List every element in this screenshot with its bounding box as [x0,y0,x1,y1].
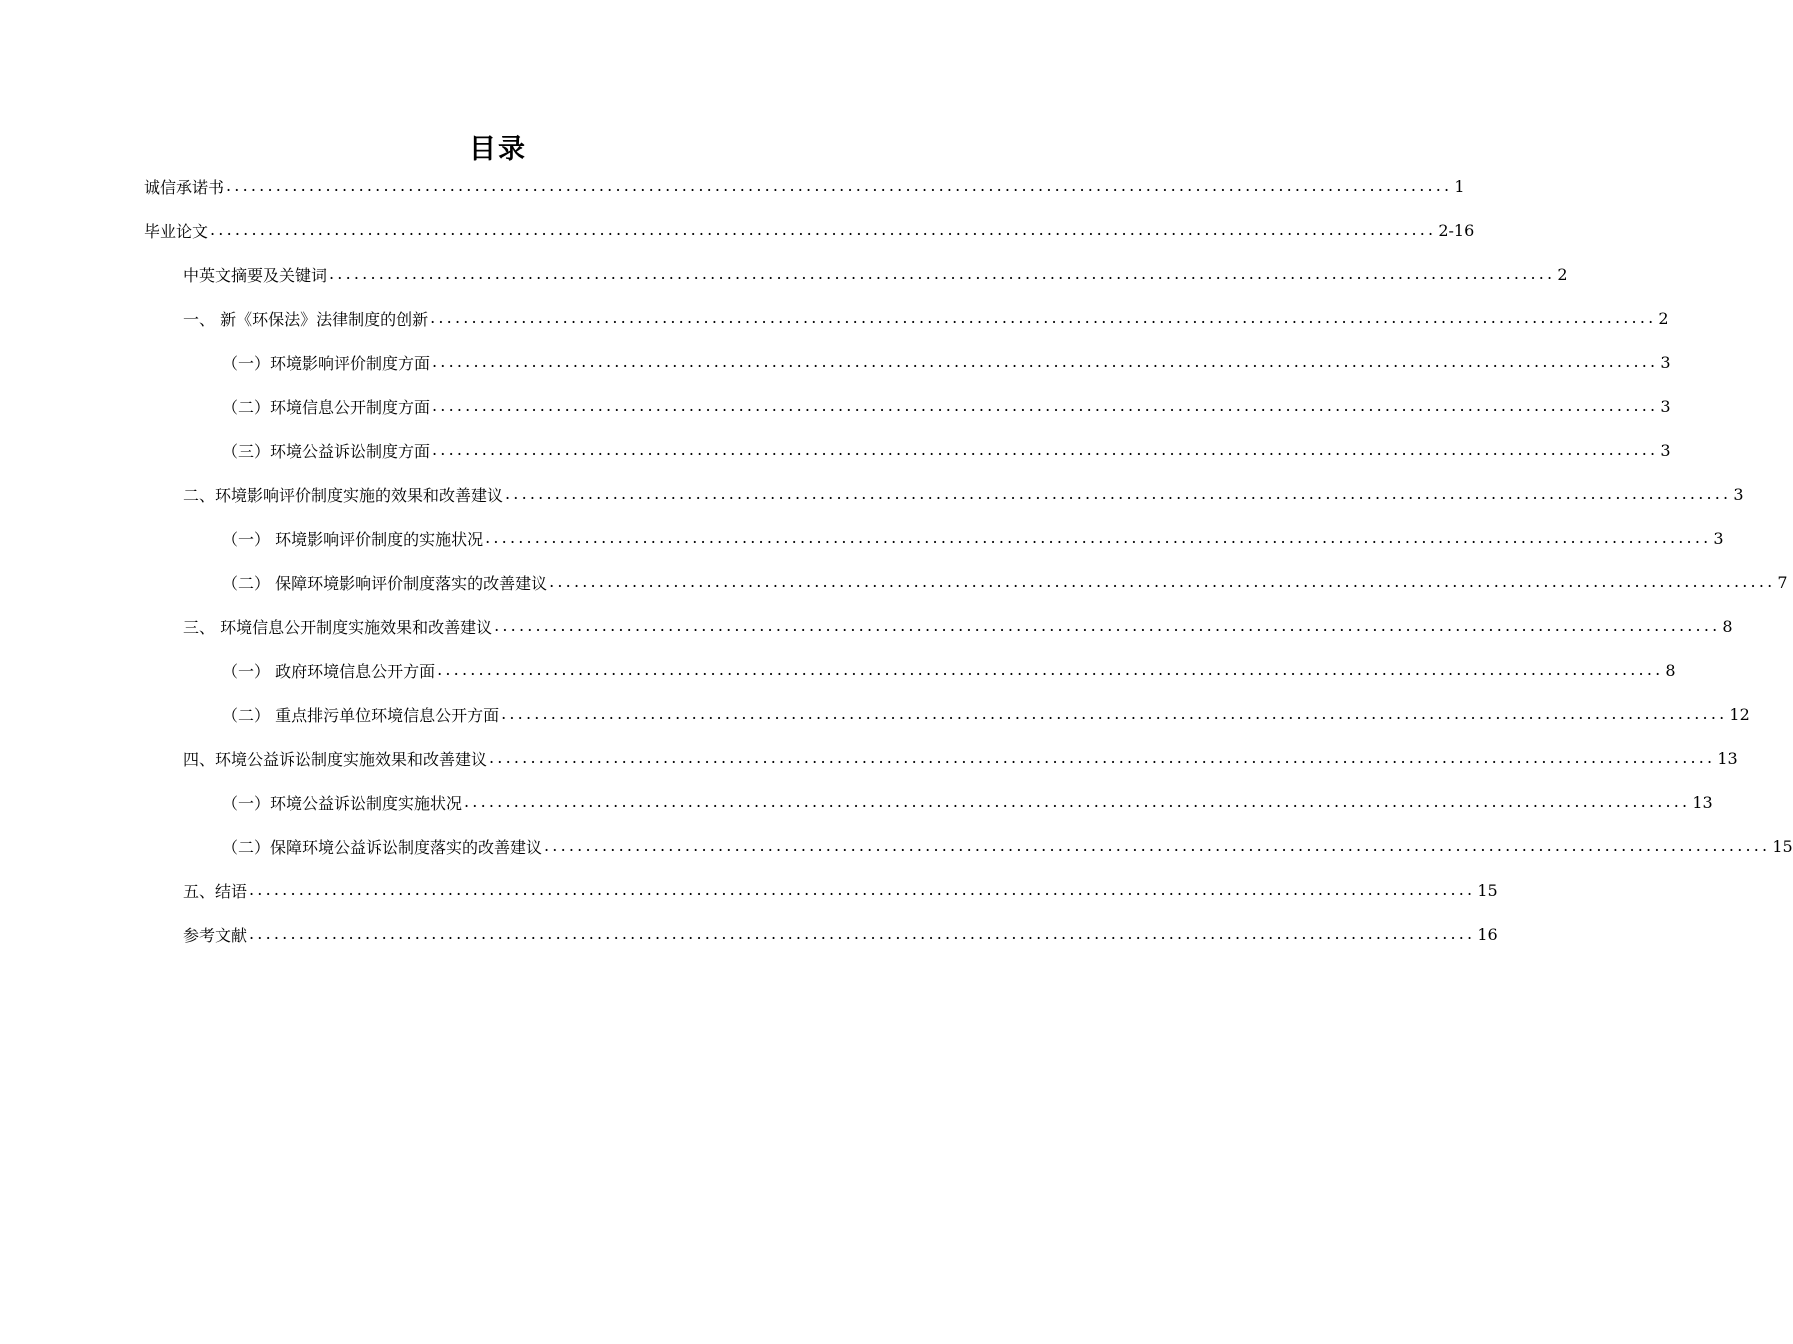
toc-entry-label: 四、环境公益诉讼制度实施效果和改善建议 [183,749,488,769]
toc-entry-label: 毕业论文 [144,221,209,241]
toc-leader-dots: .................................................................................................................................................... [226,175,1453,195]
toc-leader-dots: .................................................................................................................................................... [494,615,1721,635]
toc-leader-dots: .................................................................................................................................................... [249,879,1476,899]
toc-leader-dots: .................................................................................................................................................... [432,395,1659,415]
toc-entry-label: （一） 环境影响评价制度的实施状况 [222,529,484,549]
toc-leader-dots: .................................................................................................................................................... [249,923,1476,943]
toc-entry-label: 五、结语 [183,881,248,901]
toc-entry-label: 中英文摘要及关键词 [183,265,328,285]
toc-entry-label: （二） 保障环境影响评价制度落实的改善建议 [222,573,548,593]
toc-entry-page: 3 [1660,352,1671,372]
toc-entry-page: 16 [1477,924,1498,944]
toc-entry-label: （一）环境影响评价制度方面 [222,353,431,373]
toc-entry-page: 3 [1660,396,1671,416]
toc-leader-dots: .................................................................................................................................................... [432,439,1659,459]
toc-leader-dots: .................................................................................................................................................... [432,351,1659,371]
page-title: 目录 [469,134,527,165]
toc-leader-dots: .................................................................................................................................................... [485,527,1712,547]
toc-entry-section-3[interactable] [183,604,1733,648]
toc-entry-page: 15 [1772,836,1793,856]
toc-entry-abstract[interactable] [183,252,1568,296]
toc-entry-label: （一） 政府环境信息公开方面 [222,661,436,681]
toc-entry-conclusion[interactable] [183,868,1498,912]
toc-entry-label: 参考文献 [183,925,248,945]
toc-entry-page: 13 [1692,792,1713,812]
toc-leader-dots: .................................................................................................................................................... [544,835,1771,855]
toc-entry-section-2[interactable] [183,472,1744,516]
toc-entry-page: 2 [1658,308,1669,328]
toc-entry-section-1-3[interactable] [222,428,1671,472]
toc-entry-page: 15 [1477,880,1498,900]
toc-entry-page: 2 [1557,264,1568,284]
toc-entry-page: 3 [1713,528,1724,548]
toc-entry-page: 13 [1717,748,1738,768]
toc-entry-label: 二、环境影响评价制度实施的效果和改善建议 [183,485,504,505]
toc-entry-page: 2-16 [1438,220,1475,240]
toc-entry-label: 一、 新《环保法》法律制度的创新 [183,309,429,329]
toc-entry-page: 12 [1729,704,1750,724]
toc-entry-label: （二）保障环境公益诉讼制度落实的改善建议 [222,837,543,857]
toc-leader-dots: .................................................................................................................................................... [210,219,1437,239]
toc-entry-page: 8 [1665,660,1676,680]
toc-leader-dots: .................................................................................................................................................... [501,703,1728,723]
toc-entry-thesis[interactable] [144,208,1475,252]
toc-entry-label: （二） 重点排污单位环境信息公开方面 [222,705,500,725]
toc-leader-dots: .................................................................................................................................................... [505,483,1732,503]
toc-leader-dots: .................................................................................................................................................... [464,791,1691,811]
toc-entry-section-1[interactable] [183,296,1669,340]
toc-entry-section-1-2[interactable] [222,384,1671,428]
toc-entry-section-4-1[interactable] [222,780,1713,824]
toc-entry-label: （三）环境公益诉讼制度方面 [222,441,431,461]
toc-entry-page: 3 [1660,440,1671,460]
toc-leader-dots: .................................................................................................................................................... [489,747,1716,767]
toc-entry-label: （一）环境公益诉讼制度实施状况 [222,793,463,813]
toc-entry-section-1-1[interactable] [222,340,1671,384]
toc-entry-page: 1 [1454,176,1465,196]
toc-leader-dots: .................................................................................................................................................... [437,659,1664,679]
toc-leader-dots: .................................................................................................................................................... [329,263,1556,283]
toc-entry-page: 7 [1777,572,1788,592]
toc-entry-section-2-2[interactable] [222,560,1788,604]
toc-entry-label: 诚信承诺书 [144,177,225,197]
toc-entry-page: 8 [1722,616,1733,636]
toc-entry-section-4-2[interactable] [222,824,1793,868]
toc-leader-dots: .................................................................................................................................................... [549,571,1776,591]
toc-leader-dots: .................................................................................................................................................... [430,307,1657,327]
toc-entry-references[interactable] [183,912,1498,956]
toc-entry-section-4[interactable] [183,736,1738,780]
toc-entry-section-2-1[interactable] [222,516,1724,560]
toc-entry-integrity-pledge[interactable] [144,164,1465,208]
toc-entry-section-3-2[interactable] [222,692,1750,736]
toc-entry-page: 3 [1733,484,1744,504]
toc-entry-section-3-1[interactable] [222,648,1676,692]
toc-entry-label: 三、 环境信息公开制度实施效果和改善建议 [183,617,493,637]
toc-entry-label: （二）环境信息公开制度方面 [222,397,431,417]
